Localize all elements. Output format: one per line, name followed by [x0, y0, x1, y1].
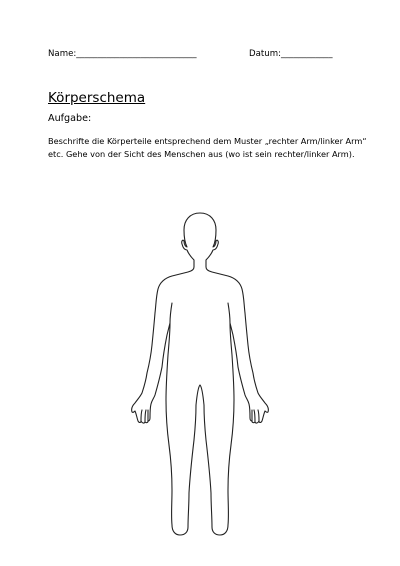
right-hand-fingers	[141, 410, 148, 422]
body-outline-figure	[120, 205, 280, 545]
task-label: Aufgabe:	[48, 113, 92, 124]
date-field-line: Datum:____________	[249, 49, 333, 59]
left-arm-inner-outline	[170, 303, 172, 323]
left-hand-fingers	[252, 410, 259, 422]
task-instructions: Beschrifte die Körperteile entsprechend dem Muster „rechter Arm/linker Arm“ etc. Gehe von der Sicht des Menschen aus (wo ist sein rechter/linker Arm).	[48, 136, 367, 160]
head-outline	[132, 213, 269, 535]
name-field-line: Name:____________________________	[48, 49, 197, 59]
right-arm-inner-outline	[228, 303, 230, 323]
page-title: Körperschema	[48, 90, 146, 106]
